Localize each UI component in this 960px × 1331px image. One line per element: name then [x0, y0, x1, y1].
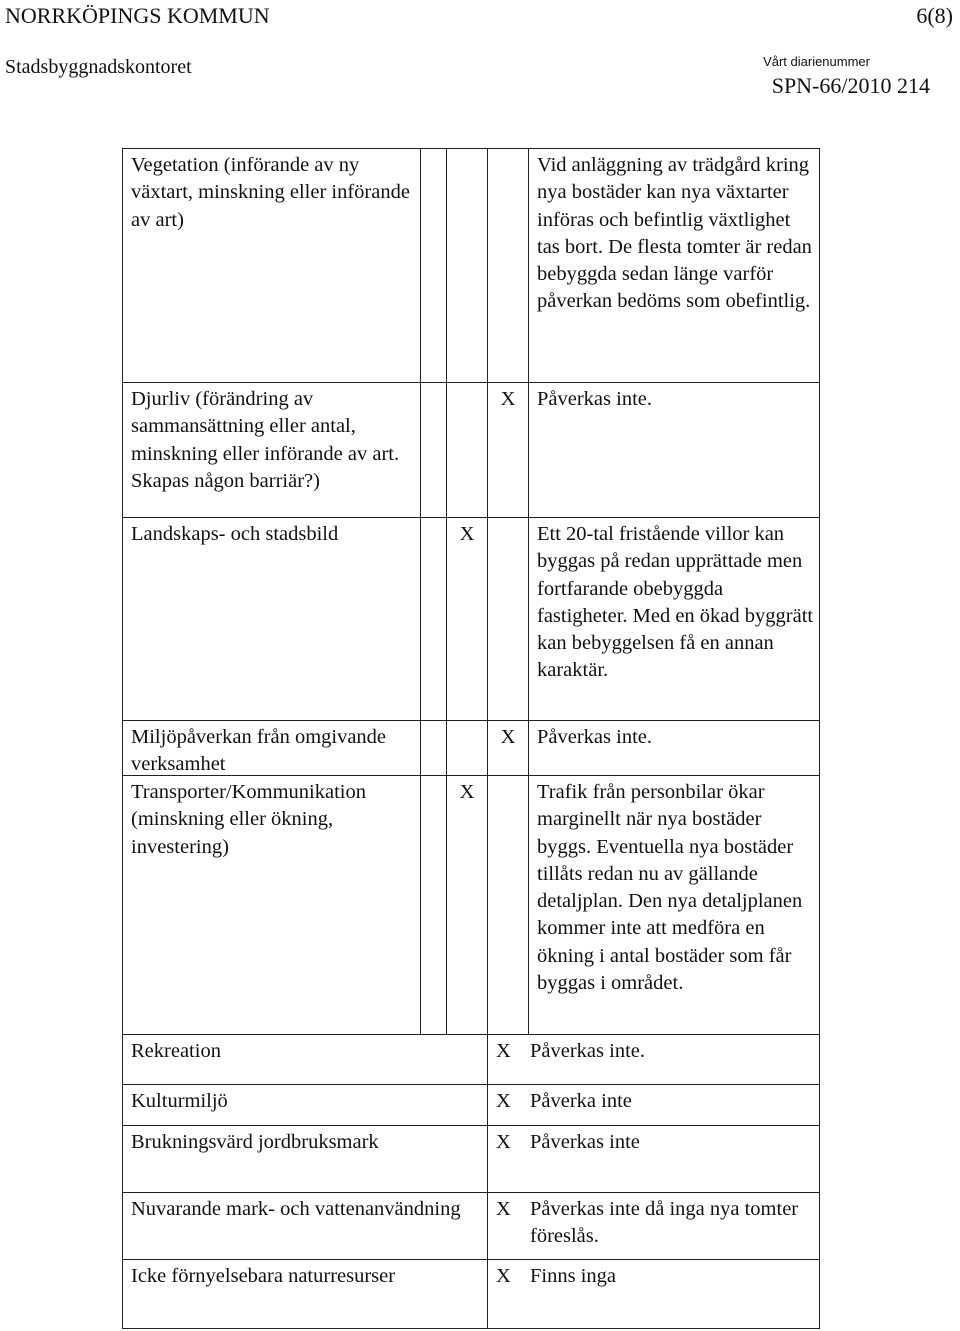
column-c-cell: [487, 148, 529, 383]
mark-c: X: [500, 726, 516, 748]
aspect-label: Djurliv (förändring av sammansättning eller antal, minskning eller införande av art. Skapas någon barriär?): [122, 382, 421, 518]
comment-cell: Påverkas inte.: [528, 382, 820, 518]
comment-cell: Ett 20-tal fristående villor kan byggas på redan upprättade men fortfarande obebyggda fastigheter. Med en ökad byggrätt kan bebyggelsen få en annan karaktär.: [528, 517, 820, 721]
column-a-cell: [420, 148, 447, 383]
aspect-label: Icke förnyelsebara naturresurser: [122, 1259, 488, 1329]
aspect-label: Nuvarande mark- och vattenanvändning: [122, 1192, 488, 1260]
diarie-label: Vårt diarienummer: [763, 54, 870, 69]
comment-cell: [487, 1192, 820, 1260]
aspect-label: Brukningsvärd jordbruksmark: [122, 1125, 488, 1193]
table-row: [0, 1034, 960, 1085]
diarie-number: SPN-66/2010 214: [771, 73, 930, 98]
table-row: [0, 517, 960, 721]
mark-c: X: [500, 388, 516, 410]
aspect-label: Transporter/Kommunikation (minskning eller ökning, investering): [122, 775, 421, 1035]
comment-cell: Trafik från personbilar ökar marginellt när nya bostäder byggs. Eventuella nya bostäder tillåts redan nu av gällande detaljplan. Den nya detaljplanen kommer inte att medföra en ökning i antal bostäder som får byggas i området.: [528, 775, 820, 1035]
comment-text: Påverkas inte då inga nya tomter föreslås.: [530, 1198, 799, 1248]
table-row: [0, 775, 960, 1035]
column-b-cell: [446, 382, 488, 518]
mark: X: [496, 1265, 511, 1287]
column-b-cell: [446, 517, 488, 721]
comment-cell: [487, 1034, 820, 1085]
comment-cell: [487, 1259, 820, 1329]
comment-text: Finns inga: [530, 1265, 616, 1287]
mark: X: [496, 1131, 511, 1153]
aspect-label: Vegetation (införande av ny växtart, minskning eller införande av art): [122, 148, 421, 383]
comment-cell: [487, 1084, 820, 1126]
mark: X: [496, 1198, 511, 1220]
column-a-cell: [420, 775, 447, 1035]
column-b-cell: [446, 775, 488, 1035]
comment-cell: Vid anläggning av trädgård kring nya bostäder kan nya växtarter införas och befintlig växtlighet tas bort. De flesta tomter är redan bebyggda sedan länge varför påverkan bedöms som obefintlig.: [528, 148, 820, 383]
table-row: [0, 1125, 960, 1193]
mark: X: [496, 1090, 511, 1112]
column-c-cell: [487, 775, 529, 1035]
table-row: [0, 1084, 960, 1126]
table-row: [0, 720, 960, 776]
table-row: [0, 382, 960, 518]
comment-cell: Påverkas inte.: [528, 720, 820, 776]
office-name: Stadsbyggnadskontoret: [5, 56, 192, 78]
column-b-cell: [446, 148, 488, 383]
aspect-label: Kulturmiljö: [122, 1084, 488, 1126]
comment-text: Påverkas inte.: [530, 1040, 645, 1062]
page-number: 6(8): [916, 3, 953, 28]
aspect-label: Miljöpåverkan från omgivande verksamhet: [122, 720, 421, 776]
column-a-cell: [420, 382, 447, 518]
comment-text: Påverkas inte: [530, 1131, 640, 1153]
table-row: [0, 1192, 960, 1260]
column-c-cell: [487, 517, 529, 721]
column-c-cell: [487, 720, 529, 776]
mark-b: X: [459, 781, 475, 803]
municipality-name: NORRKÖPINGS KOMMUN: [5, 3, 270, 28]
column-c-cell: [487, 382, 529, 518]
comment-text: Påverka inte: [530, 1090, 632, 1112]
mark: X: [496, 1040, 511, 1062]
table-row: [0, 148, 960, 383]
column-a-cell: [420, 720, 447, 776]
column-b-cell: [446, 720, 488, 776]
column-a-cell: [420, 517, 447, 721]
aspect-label: Rekreation: [122, 1034, 488, 1085]
aspect-label: Landskaps- och stadsbild: [122, 517, 421, 721]
mark-b: X: [459, 523, 475, 545]
comment-cell: [487, 1125, 820, 1193]
table-row: [0, 1259, 960, 1329]
